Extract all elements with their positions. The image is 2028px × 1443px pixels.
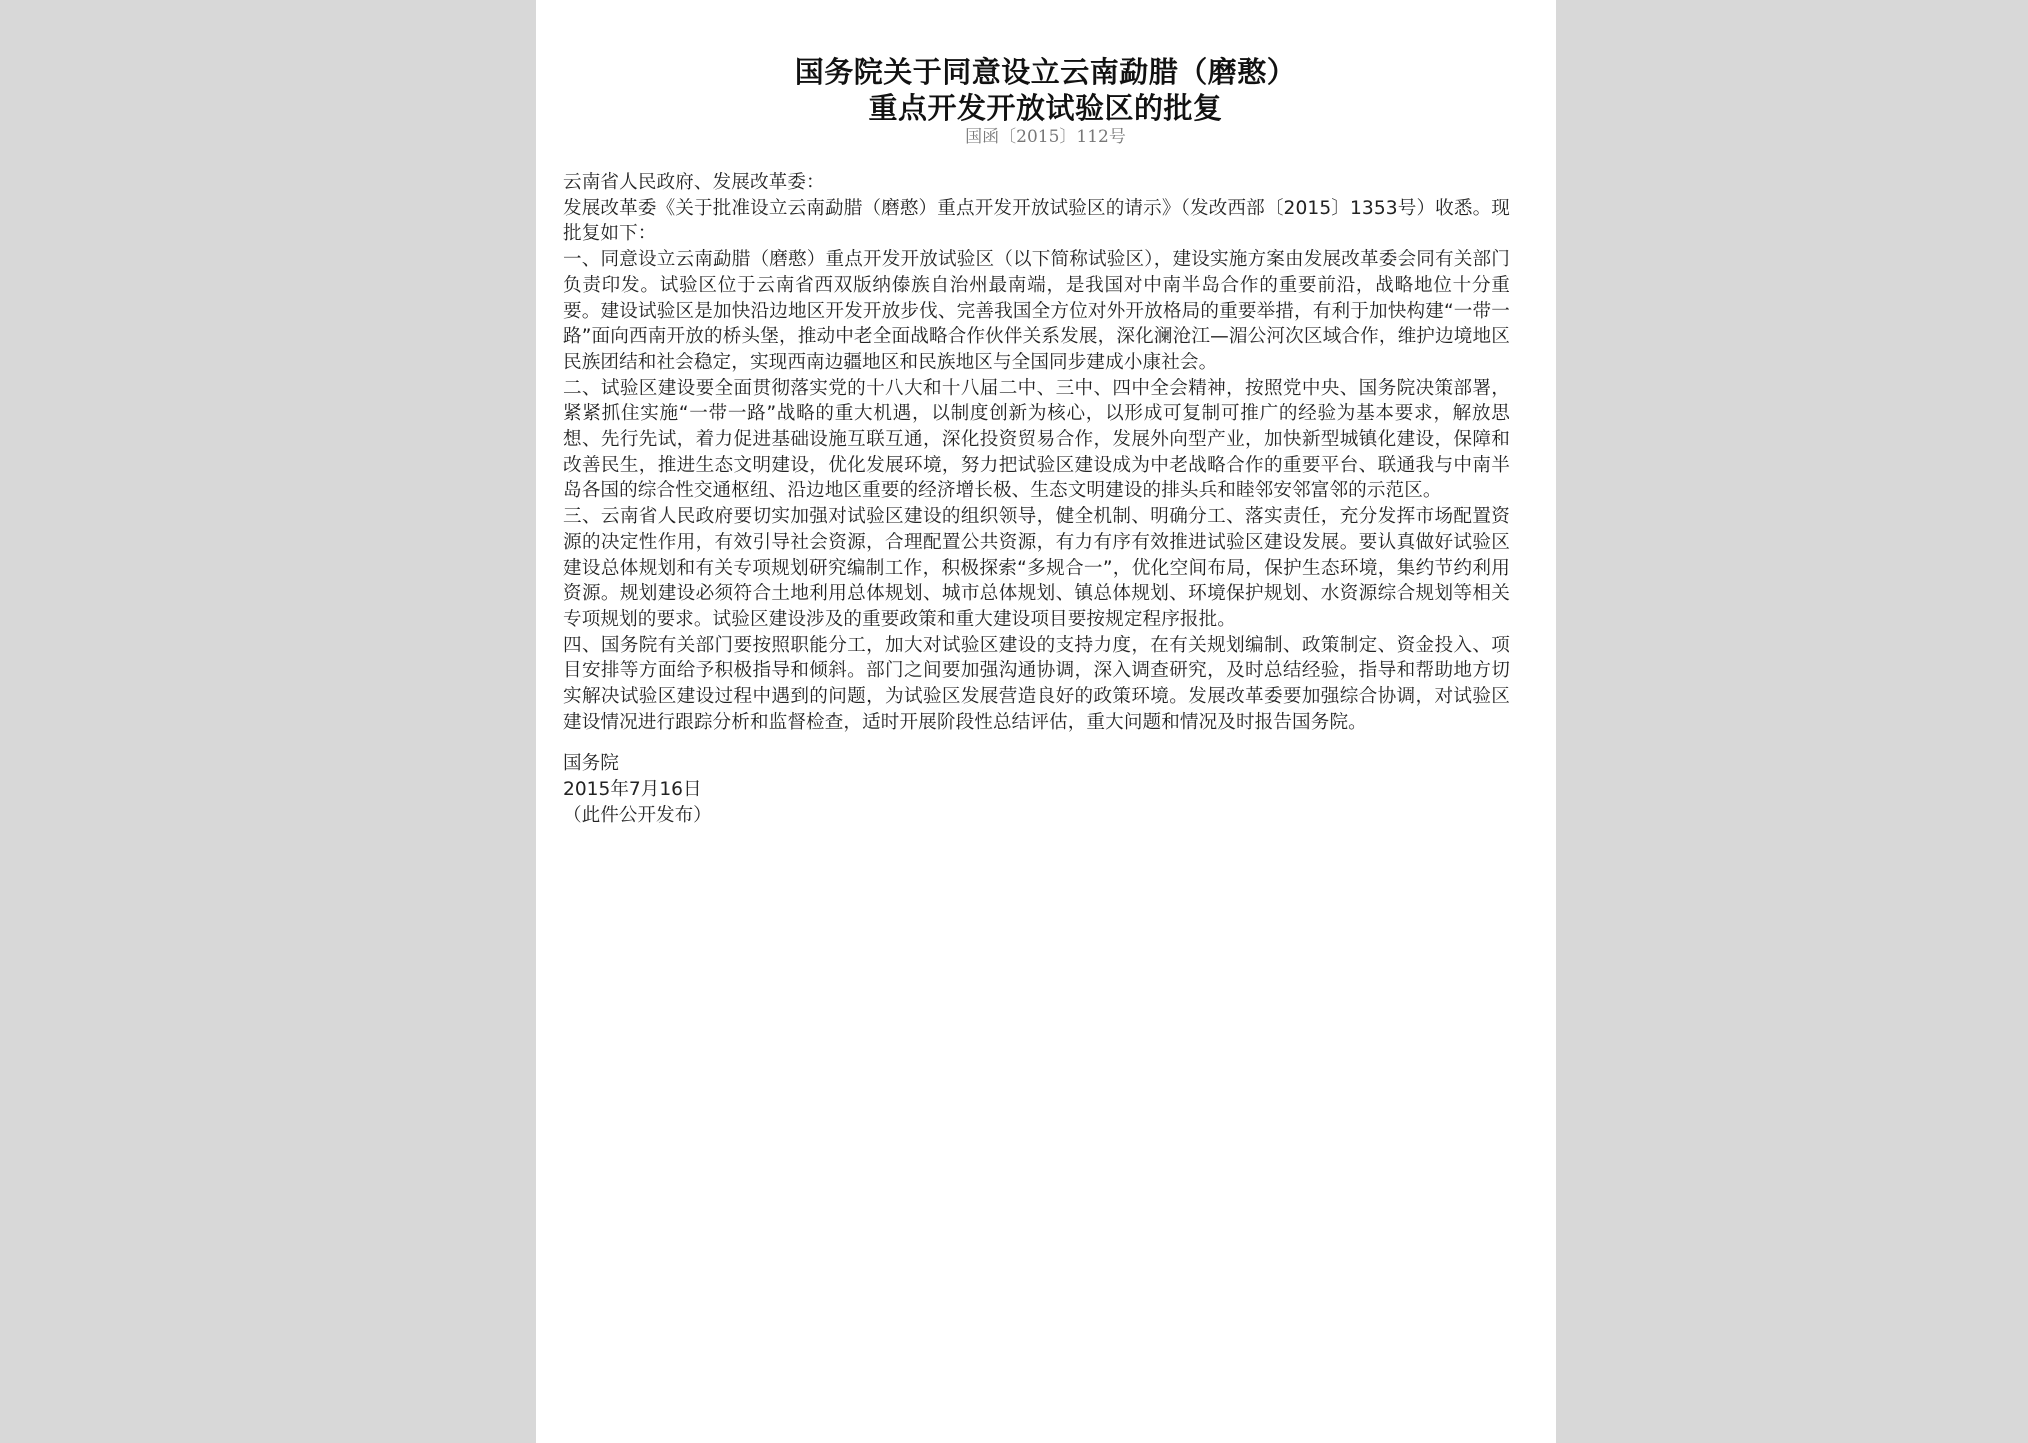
publication-note: （此件公开发布） bbox=[563, 805, 712, 827]
signature-block bbox=[563, 751, 1510, 829]
title-line-2: 重点开发开放试验区的批复 bbox=[868, 91, 1223, 125]
intro-paragraph: 发展改革委《关于批准设立云南勐腊（磨憨）重点开发开放试验区的请示》（发改西部〔2015〕1353号）收悉。现批复如下： bbox=[563, 197, 1510, 245]
paragraph-3: 三、云南省人民政府要切实加强对试验区建设的组织领导，健全机制、明确分工、落实责任，充分发挥市场配置资源的决定性作用，有效引导社会资源，合理配置公共资源，有力有序有效推进试验区建设发展。要认真做好试验区建设总体规划和有关专项规划研究编制工作，积极探索“多规合一”，优化空间布局，保护生态环境，集约节约利用资源。规划建设必须符合土地利用总体规划、城市总体规划、镇总体规划、环境保护规划、水资源综合规划等相关专项规划的要求。试验区建设涉及的重要政策和重大建设项目要按规定程序报批。 bbox=[563, 506, 1510, 630]
issue-date: 2015年7月16日 bbox=[563, 779, 702, 801]
paragraph-4: 四、国务院有关部门要按照职能分工，加大对试验区建设的支持力度，在有关规划编制、政策制定、资金投入、项目安排等方面给予积极指导和倾斜。部门之间要加强沟通协调，深入调查研究，及时总结经验，指导和帮助地方切实解决试验区建设过程中遇到的问题，为试验区发展营造良好的政策环境。发展改革委要加强综合协调，对试验区建设情况进行跟踪分析和监督检查，适时开展阶段性总结评估，重大问题和情况及时报告国务院。 bbox=[563, 634, 1510, 733]
signer: 国务院 bbox=[563, 753, 619, 775]
document-page bbox=[536, 0, 1556, 1443]
document-body bbox=[563, 170, 1510, 735]
paragraph-1: 一、同意设立云南勐腊（磨憨）重点开发开放试验区（以下简称试验区），建设实施方案由发展改革委会同有关部门负责印发。试验区位于云南省西双版纳傣族自治州最南端，是我国对中南半岛合作的重要前沿，战略地位十分重要。建设试验区是加快沿边地区开发开放步伐、完善我国全方位对外开放格局的重要举措，有利于加快构建“一带一路”面向西南开放的桥头堡，推动中老全面战略合作伙伴关系发展，深化澜沧江—湄公河次区域合作，维护边境地区民族团结和社会稳定，实现西南边疆地区和民族地区与全国同步建成小康社会。 bbox=[563, 249, 1510, 373]
paragraph-2: 二、试验区建设要全面贯彻落实党的十八大和十八届二中、三中、四中全会精神，按照党中央、国务院决策部署，紧紧抓住实施“一带一路”战略的重大机遇，以制度创新为核心，以形成可复制可推广的经验为基本要求，解放思想、先行先试，着力促进基础设施互联互通，深化投资贸易合作，发展外向型产业，加快新型城镇化建设，保障和改善民生，推进生态文明建设，优化发展环境，努力把试验区建设成为中老战略合作的重要平台、联通我与中南半岛各国的综合性交通枢纽、沿边地区重要的经济增长极、生态文明建设的排头兵和睦邻安邻富邻的示范区。 bbox=[563, 377, 1510, 502]
salutation: 云南省人民政府、发展改革委： bbox=[563, 172, 825, 193]
document-number: 国函〔2015〕112号 bbox=[965, 127, 1126, 147]
title-block bbox=[581, 54, 1510, 148]
title-line-1: 国务院关于同意设立云南勐腊（磨憨） bbox=[794, 55, 1297, 89]
